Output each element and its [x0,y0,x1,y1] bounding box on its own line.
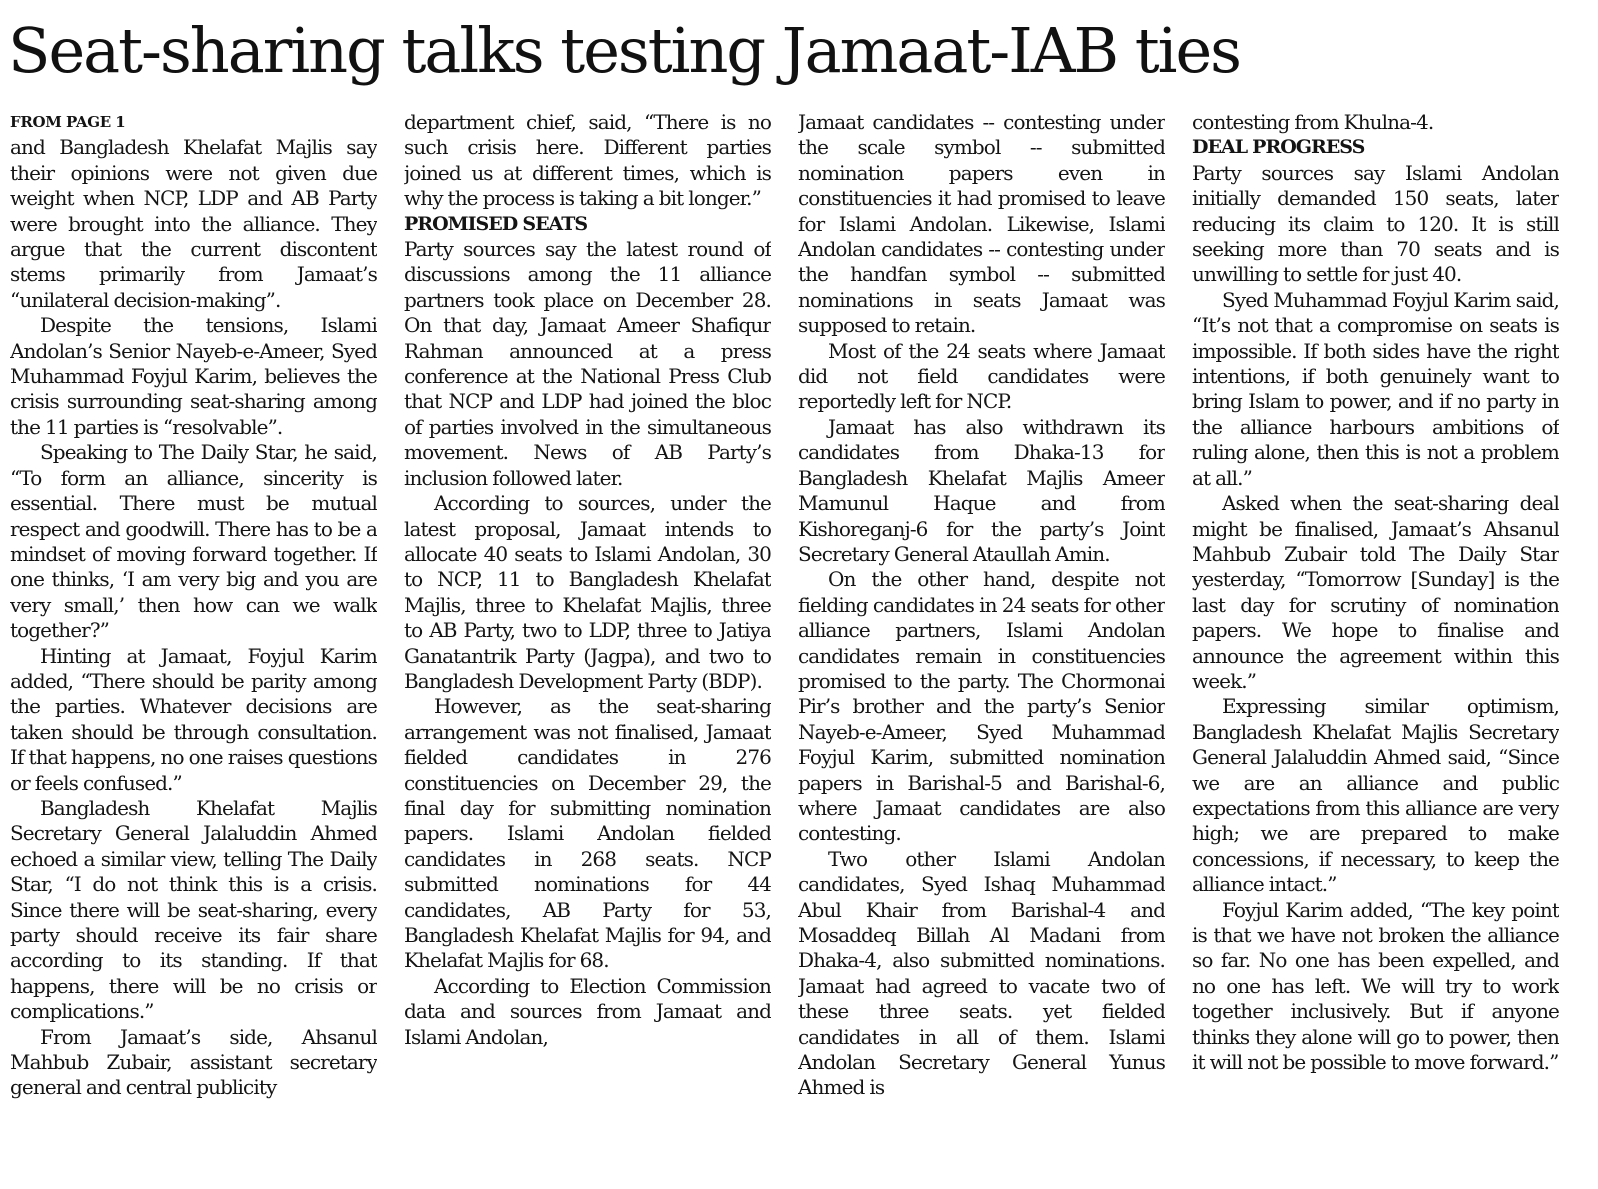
from-page-tag: FROM PAGE 1 [10,113,126,131]
column-1 [10,110,377,1180]
paragraph: Foyjul Karim added, “The key point is that we have not broken the alliance so far. No one has been expelled, and no one has left. We will try to work together inclusively. But if anyone thinks they alone will go to power, then it will not be possible to move forward.” [1192,897,1559,1075]
paragraph: Two other Islami Andolan candidates, Syed Ishaq Muhammad Abul Khair from Barishal-4 and Mosaddeq Billah Al Madani from Dhaka-4, also submitted nominations. Jamaat had agreed to vacate two of these three seats. yet fielded candidates in all of them. Islami Andolan Secretary General Yunus Ahmed is [798,846,1165,1100]
subhead-deal-progress: DEAL PROGRESS [1192,136,1365,159]
paragraph: Expressing similar optimism, Bangladesh Khelafat Majlis Secretary General Jalaluddin Ahmed said, “Since we are an alliance and public expectations from this alliance are very high; we are prepared to make concessions, if necessary, to keep the alliance intact.” [1192,694,1559,897]
paragraph: Speaking to The Daily Star, he said, “To form an alliance, sincerity is essential. There must be mutual respect and goodwill. There has to be a mindset of moving forward together. If one thinks, ‘I am very big and you are very small,’ then how can we walk together?” [10,440,377,643]
paragraph: According to sources, under the latest proposal, Jamaat intends to allocate 40 seats to Islami Andolan, 30 to NCP, 11 to Bangladesh Khelafat Majlis, three to Khelafat Majlis, three to AB Party, two to LDP, three to Jatiya Ganatantrik Party (Jagpa), and two to Bangladesh Development Party (BDP). [404,491,771,693]
paragraph: and Bangladesh Khelafat Majlis say their opinions were not given due weight when NCP, LDP and AB Party were brought into the alliance. They argue that the current discontent stems primarily from Jamaat’s “unilateral decision-making”. [10,135,377,312]
paragraph: Syed Muhammad Foyjul Karim said, “It’s not that a compromise on seats is impossible. If both sides have the right intentions, if both genuinely want to bring Islam to power, and if no party in the alliance harbours ambitions of ruling alone, then this is not a problem at all.” [1192,287,1559,490]
paragraph: Jamaat has also withdrawn its candidates from Dhaka-13 for Bangladesh Khelafat Majlis Ameer Mamunul Haque and from Kishoreganj-6 for the party’s Joint Secretary General Ataullah Amin. [798,414,1165,566]
paragraph: Most of the 24 seats where Jamaat did not field candidates were reportedly left for NCP. [798,338,1165,414]
paragraph: Jamaat candidates -- contesting under the scale symbol -- submitted nomination papers even in constituencies it had promised to leave for Islami Andolan. Likewise, Islami Andolan candidates -- contesting under the handfan symbol -- submitted nominations in seats Jamaat was supposed to retain. [798,110,1165,338]
paragraph: contesting from Khulna-4. [1192,110,1434,134]
paragraph: Despite the tensions, Islami Andolan’s Senior Nayeb-e-Ameer, Syed Muhammad Foyjul Karim, believes the crisis surrounding seat-sharing among the 11 parties is “resolvable”. [10,313,377,439]
paragraph: Asked when the seat-sharing deal might be finalised, Jamaat’s Ahsanul Mahbub Zubair told The Daily Star yesterday, “Tomorrow [Sunday] is the last day for scrutiny of nomination papers. We hope to finalise and announce the agreement within this week.” [1192,491,1559,693]
paragraph: According to Election Commission data and sources from Jamaat and Islami Andolan, [404,973,771,1049]
paragraph: From Jamaat’s side, Ahsanul Mahbub Zubair, assistant secretary general and central publicity [10,1024,377,1100]
column-4 [1192,110,1559,1180]
paragraph: Bangladesh Khelafat Majlis Secretary General Jalaluddin Ahmed echoed a similar view, telling The Daily Star, “I do not think this is a crisis. Since there will be seat-sharing, every party should receive its fair share according to its standing. If that happens, there will be no crisis or complications.” [10,795,377,1024]
headline: Seat-sharing talks testing Jamaat-IAB ties [8,14,1240,87]
paragraph: On the other hand, despite not fielding candidates in 24 seats for other alliance partners, Islami Andolan candidates remain in constituencies promised to the party. The Chormonai Pir’s brother and the party’s Senior Nayeb-e-Ameer, Syed Muhammad Foyjul Karim, submitted nomination papers in Barishal-5 and Barishal-6, where Jamaat candidates are also contesting. [798,567,1165,846]
column-2 [404,110,771,1180]
paragraph: department chief, said, “There is no such crisis here. Different parties joined us at different times, which is why the process is taking a bit longer.” [404,110,771,211]
paragraph: However, as the seat-sharing arrangement was not finalised, Jamaat fielded candidates in 276 constituencies on December 29, the final day for submitting nomination papers. Islami Andolan fielded candidates in 268 seats. NCP submitted nominations for 44 candidates, AB Party for 53, Bangladesh Khelafat Majlis for 94, and Khelafat Majlis for 68. [404,694,771,973]
paragraph: Hinting at Jamaat, Foyjul Karim added, “There should be parity among the parties. Whatever decisions are taken should be through consultation. If that happens, no one raises questions or feels confused.” [10,643,377,795]
paragraph: Party sources say Islami Andolan initially demanded 150 seats, later reducing its claim to 120. It is still seeking more than 70 seats and is unwilling to settle for just 40. [1192,160,1559,287]
paragraph: Party sources say the latest round of discussions among the 11 alliance partners took place on December 28. On that day, Jamaat Ameer Shafiqur Rahman announced at a press conference at the National Press Club that NCP and LDP had joined the bloc of parties involved in the simultaneous movement. News of AB Party’s inclusion followed later. [404,237,771,490]
column-3 [798,110,1165,1180]
subhead-promised-seats: PROMISED SEATS [404,212,588,235]
